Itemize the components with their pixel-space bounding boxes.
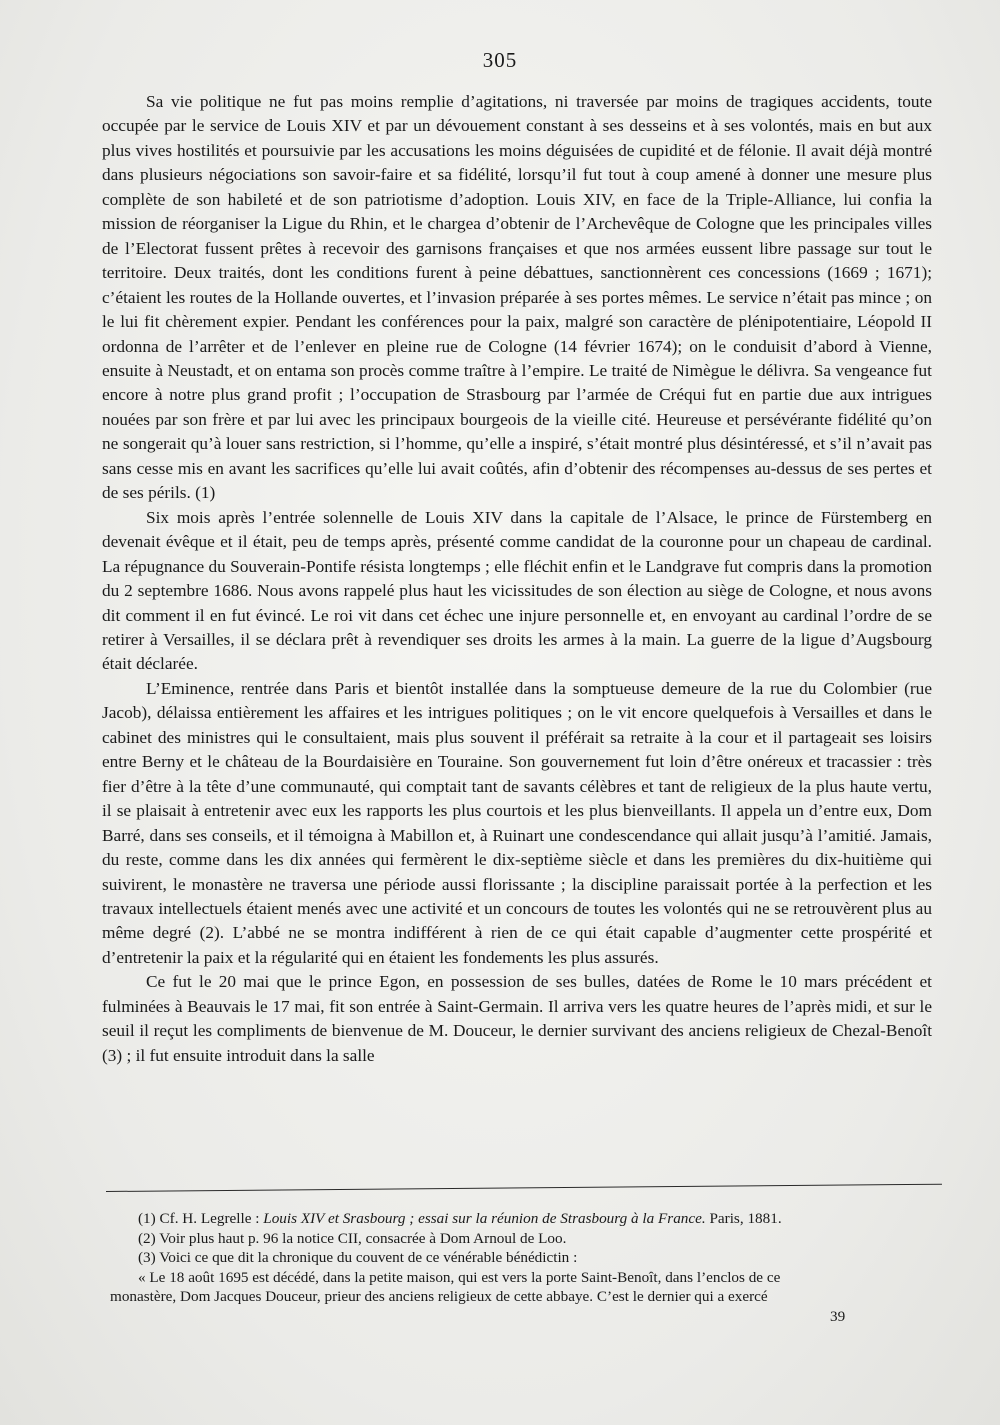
footnote-3: (3) Voici ce que dit la chronique du couvent de ce vénérable bénédictin : [138, 1249, 578, 1266]
page-number: 305 [482, 48, 518, 72]
footnote-3-continuation-text: monastère, Dom Jacques Douceur, prieur des anciens religieux de cette abbaye. C’est le dernier qui a exercé [110, 1288, 768, 1305]
footnote-2: (2) Voir plus haut p. 96 la notice CII, consacrée à Dom Arnoul de Loo. [138, 1229, 567, 1247]
footnotes [110, 1209, 960, 1326]
footnote-3-continuation [110, 1287, 960, 1307]
footnote-1-prefix: (1) Cf. H. Legrelle : [138, 1210, 264, 1227]
paragraph-1: Sa vie politique ne fut pas moins remplie d’agitations, ni traversée par moins de tragiques accidents, toute occupée par le service de Louis XIV et par un dévouement constant à ses desseins et à ses volontés, mais en but aux plus vives hostilités et poursuivie par les accusations les moins déguisées de cupidité et de félonie. Il avait déjà montré dans plusieurs négociations son savoir-faire et sa fidélité, lorsqu’il fut tout à coup amené à donner une mesure plus complète de son habileté et de son patriotisme d’adoption. Louis XIV, en face de la Triple-Alliance, lui confia la mission de réorganiser la Ligue du Rhin, et le chargea d’obtenir de l’Archevêque de Cologne que les principales villes de l’Electorat fussent prêtes à recevoir des garnisons françaises et que nos armées eussent libre passage sur tout le territoire. Deux traités, dont les conditions furent à peine débattues, sanctionnèrent ces concessions (1669 ; 1671); c’étaient les routes de la Hollande ouvertes, et l’invasion préparée à ses portes mêmes. Le service n’était pas mince ; on le lui fit chèrement expier. Pendant les conférences pour la paix, malgré son caractère de plénipotentiaire, Léopold II ordonna de l’arrêter et de l’enlever en pleine rue de Cologne (14 février 1674); on le conduisit d’abord à Vienne, ensuite à Neustadt, et on entama son procès comme traître à l’empire. Le traité de Nimègue le délivra. Sa vengeance fut encore à notre plus grand profit ; l’occupation de Strasbourg par l’armée de Créqui fut en partie due aux intrigues nouées par son frère et par lui avec les principaux bourgeois de la vieille cité. Heureuse et persévérante fidélité qu’on ne songerait qu’à louer sans restriction, si l’homme, qu’elle a inspiré, s’était montré plus désintéressé, et s’il n’avait pas sans cesse mis en avant les sacrifices qu’elle lui avait coûtés, afin d’obtenir des récompenses au-dessus de ses pertes et de ses périls. (1) [102, 92, 932, 503]
footnote-1 [110, 1209, 960, 1229]
paragraph-3: L’Eminence, rentrée dans Paris et bientôt installée dans la somptueuse demeure de la rue du Colombier (rue Jacob), délaissa entièrement les affaires et les intrigues politiques ; on le vit encore quelquefois à Versailles et dans le cabinet des ministres qui le consultaient, mais plus souvent il préférait sa retraite à la cour et il partageait ses loisirs entre Berny et le château de la Bourdaisière en Touraine. Son gouvernement fut loin d’être onéreux et tracassier : très fier d’être à la tête d’une communauté, qui comptait tant de savants célèbres et tant de religieux de la plus haute vertu, il se plaisait à entretenir avec eux les rapports les plus courtois et les plus bienveillants. Il appela un d’entre eux, Dom Barré, dans ses conseils, et il témoigna à Mabillon et, à Ruinart une condescendance qui allait jusqu’à l’amitié. Jamais, du reste, comme dans les dix années qui fermèrent le dix-septième siècle et dans les premières du dix-huitième qui suivirent, le monastère ne traversa une période aussi florissante ; la discipline paraissait portée à la perfection et les travaux intellectuels étaient menés avec une activité et un concours de toutes les volontés qui ne se retrouvèrent plus au même degré (2). L’abbé ne se montra indifférent à rien de ce qui était capable d’augmenter cette prospérité et d’entretenir la paix et la régularité qui en étaient les fondements les plus assurés. [102, 678, 932, 967]
signature-mark: 39 [830, 1307, 846, 1325]
signature-mark-row [110, 1307, 960, 1327]
footnote-separator [106, 1184, 942, 1192]
footnote-1-title: Louis XIV et Srasbourg ; essai sur la réunion de Strasbourg à la France. [263, 1210, 706, 1227]
paragraph-2: Six mois après l’entrée solennelle de Louis XIV dans la capitale de l’Alsace, le prince de Fürstemberg en devenait évêque et il était, peu de temps après, présenté comme candidat de la couronne pour un chapeau de cardinal. La répugnance du Souverain-Pontife résista longtemps ; elle fléchit enfin et le Landgrave fut compris dans la promotion du 2 septembre 1686. Nous avons rappelé plus haut les vicissitudes de son élection au siège de Cologne, et nous avons dit comment il en fut évincé. Le roi vit dans cet échec une injure personnelle et, en envoyant au cardinal l’ordre de se retirer à Versailles, il se déclara prêt à revendiquer ses droits les armes à la main. La guerre de la ligue d’Augsbourg était déclarée. [102, 507, 932, 674]
footnote-1-suffix: Paris, 1881. [705, 1210, 782, 1227]
footnote-3-quote: « Le 18 août 1695 est décédé, dans la petite maison, qui est vers la porte Saint-Benoît, dans l’enclos de ce [138, 1268, 781, 1286]
paragraph-4: Ce fut le 20 mai que le prince Egon, en possession de ses bulles, datées de Rome le 10 mars précédent et fulminées à Beauvais le 17 mai, fit son entrée à Saint-Germain. Il arriva vers les quatre heures de l’après midi, et sur le seuil il reçut les compliments de bienvenue de M. Douceur, le dernier survivant des anciens religieux de Chezal-Benoît (3) ; il fut ensuite introduit dans la salle [102, 972, 932, 1065]
main-text [102, 90, 932, 1068]
